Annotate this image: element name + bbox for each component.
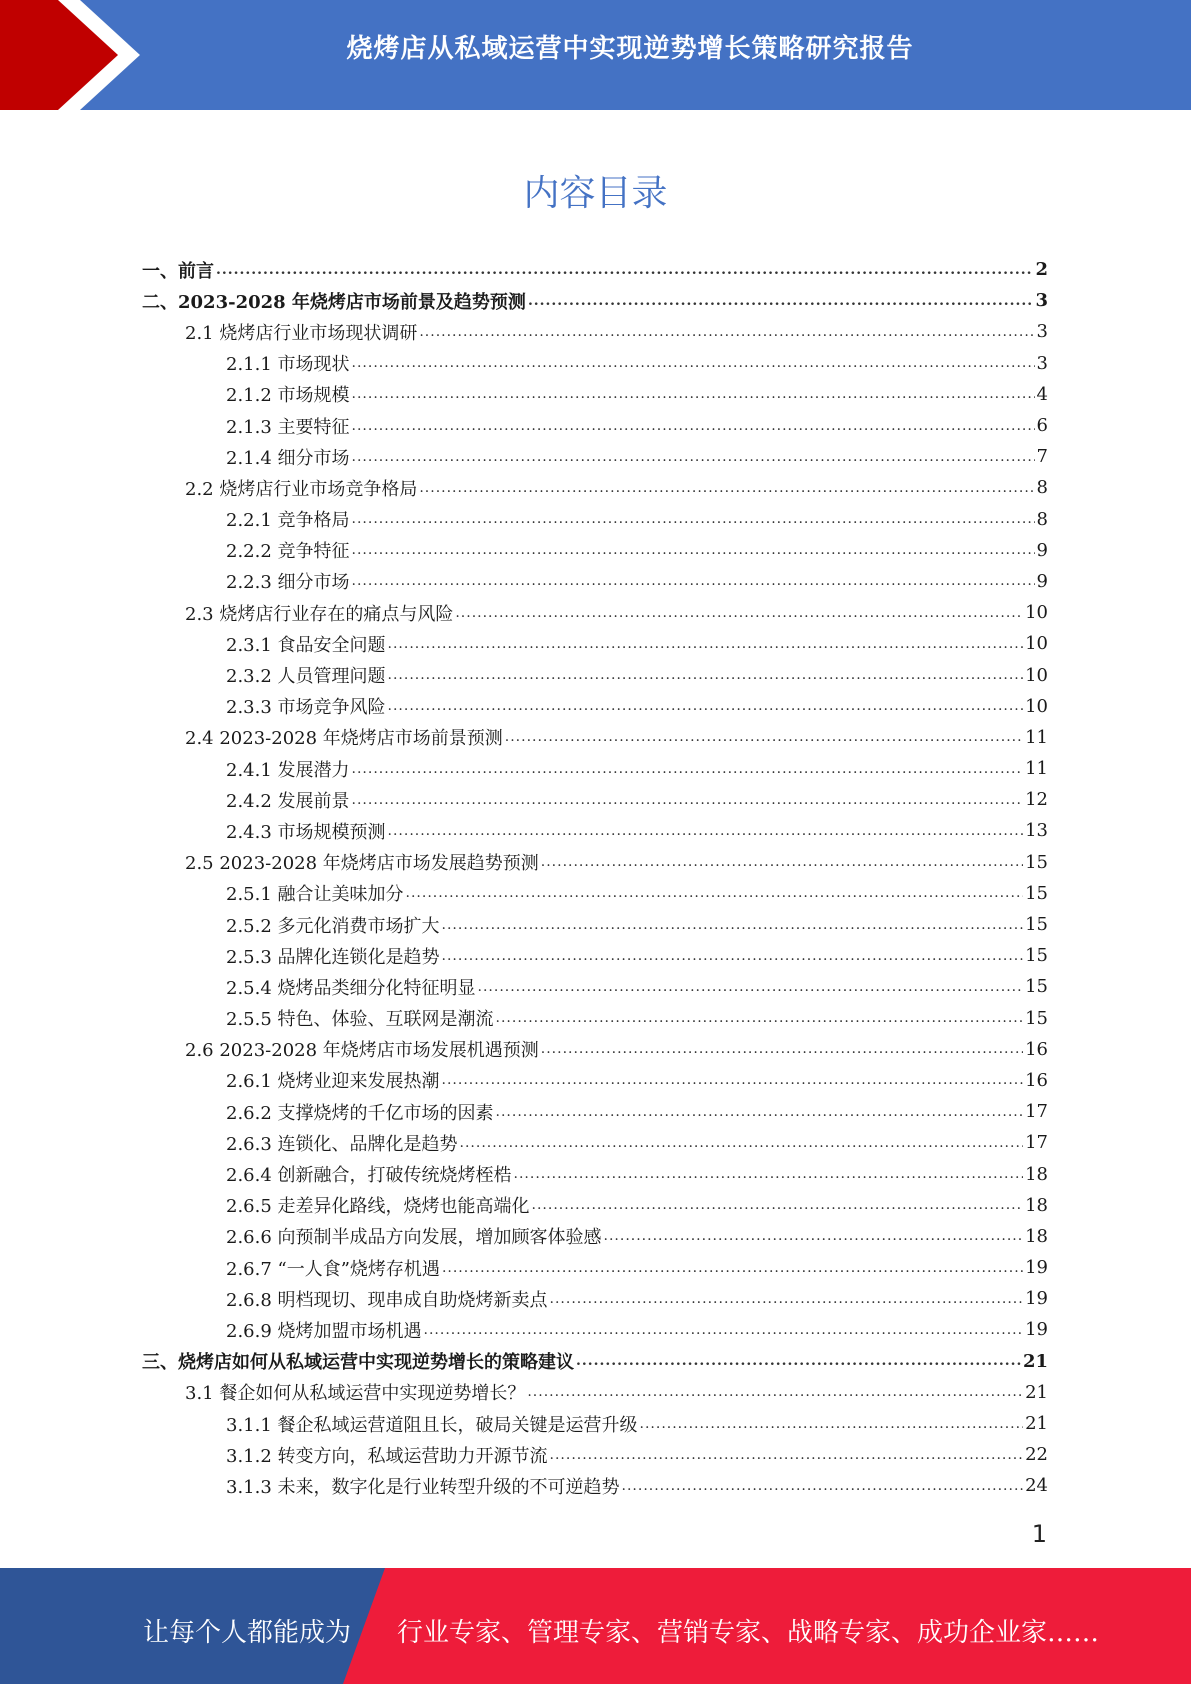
toc-entry[interactable] xyxy=(142,878,1048,909)
toc-leader-dots xyxy=(352,542,1035,558)
toc-entry[interactable] xyxy=(142,472,1048,503)
toc-leader-dots xyxy=(352,355,1035,371)
toc-entry[interactable] xyxy=(142,1221,1048,1252)
toc-entry[interactable] xyxy=(142,535,1048,566)
toc-entry-page: 21 xyxy=(1022,1350,1048,1372)
toc-leader-dots xyxy=(460,1135,1024,1151)
page-number: 1 xyxy=(1031,1520,1047,1548)
toc-entry-page: 7 xyxy=(1036,446,1048,468)
toc-entry-label: 2.4.3 市场规模预测 xyxy=(226,821,386,843)
toc-entry[interactable] xyxy=(142,1283,1048,1314)
toc-entry-page: 18 xyxy=(1025,1225,1048,1247)
toc-entry-label: 2.6.1 烧烤业迎来发展热潮 xyxy=(226,1071,440,1093)
toc-leader-dots xyxy=(442,1072,1024,1088)
toc-entry-page: 17 xyxy=(1025,1101,1048,1123)
toc-entry-label: 2.3.2 人员管理问题 xyxy=(226,666,386,688)
toc-leader-dots xyxy=(496,1104,1024,1120)
toc-entry[interactable] xyxy=(142,847,1048,878)
toc-entry-label: 3.1.2 转变方向，私域运营助力开源节流 xyxy=(226,1445,548,1467)
toc-leader-dots xyxy=(352,573,1035,589)
toc-entry[interactable] xyxy=(142,1252,1048,1283)
toc-entry-page: 6 xyxy=(1036,415,1048,437)
toc-entry-label: 2.3.3 市场竞争风险 xyxy=(226,697,386,719)
toc-leader-dots xyxy=(424,1322,1024,1338)
toc-entry-label: 2.1.4 细分市场 xyxy=(226,447,350,469)
toc-entry[interactable] xyxy=(142,753,1048,784)
toc-entry[interactable] xyxy=(142,940,1048,971)
toc-entry-page: 11 xyxy=(1025,726,1048,748)
toc-leader-dots xyxy=(216,262,1033,278)
toc-entry[interactable] xyxy=(142,566,1048,597)
toc-entry-label: 2.3 烧烤店行业存在的痛点与风险 xyxy=(185,603,454,625)
toc-entry-page: 10 xyxy=(1025,633,1048,655)
toc-leader-dots xyxy=(442,948,1024,964)
toc-entry-label: 2.5 2023-2028 年烧烤店市场发展趋势预测 xyxy=(185,853,539,875)
toc-leader-dots xyxy=(528,293,1034,309)
toc-leader-dots xyxy=(352,386,1035,402)
toc-leader-dots xyxy=(406,885,1024,901)
toc-entry-label: 2.1 烧烤店行业市场现状调研 xyxy=(185,322,418,344)
toc-leader-dots xyxy=(514,1166,1024,1182)
toc-entry[interactable] xyxy=(142,410,1048,441)
toc-entry[interactable] xyxy=(142,504,1048,535)
toc-leader-dots xyxy=(478,979,1024,995)
toc-leader-dots xyxy=(622,1478,1024,1494)
toc-entry[interactable] xyxy=(142,1439,1048,1470)
toc-entry-page: 13 xyxy=(1025,820,1048,842)
toc-entry-label: 2.1.1 市场现状 xyxy=(226,354,350,376)
toc-entry-page: 3 xyxy=(1036,352,1048,374)
toc-entry[interactable] xyxy=(142,628,1048,659)
toc-entry-label: 2.3.1 食品安全问题 xyxy=(226,634,386,656)
header-band xyxy=(0,0,1191,110)
toc-entry-label: 2.5.2 多元化消费市场扩大 xyxy=(226,915,440,937)
report-title: 烧烤店从私域运营中实现逆势增长策略研究报告 xyxy=(346,34,914,64)
toc-entry-label: 三、烧烤店如何从私域运营中实现逆势增长的策略建议 xyxy=(142,1352,574,1374)
toc-entry[interactable] xyxy=(142,1470,1048,1501)
toc-entry[interactable] xyxy=(142,659,1048,690)
toc-entry-page: 15 xyxy=(1025,882,1048,904)
toc-entry[interactable] xyxy=(142,379,1048,410)
toc-entry-label: 2.5.1 融合让美味加分 xyxy=(226,884,404,906)
toc-entry-page: 12 xyxy=(1025,789,1048,811)
toc-entry-label: 2.6.3 连锁化、品牌化是趋势 xyxy=(226,1133,458,1155)
toc-entry[interactable] xyxy=(142,597,1048,628)
toc-entry-page: 16 xyxy=(1025,1069,1048,1091)
toc-leader-dots xyxy=(576,1353,1021,1369)
table-of-contents xyxy=(142,254,1048,1502)
toc-entry[interactable] xyxy=(142,1346,1048,1377)
toc-leader-dots xyxy=(352,792,1024,808)
toc-leader-dots xyxy=(352,511,1035,527)
toc-entry-page: 15 xyxy=(1025,1007,1048,1029)
toc-leader-dots xyxy=(388,667,1024,683)
toc-entry[interactable] xyxy=(142,815,1048,846)
toc-entry-page: 2 xyxy=(1035,259,1048,281)
toc-entry-page: 4 xyxy=(1036,383,1048,405)
toc-leader-dots xyxy=(388,636,1024,652)
toc-leader-dots xyxy=(419,480,1034,496)
toc-entry[interactable] xyxy=(142,691,1048,722)
toc-leader-dots xyxy=(352,418,1035,434)
toc-leader-dots xyxy=(496,1010,1024,1026)
toc-entry[interactable] xyxy=(142,1377,1048,1408)
toc-entry-page: 17 xyxy=(1025,1132,1048,1154)
toc-entry-label: 2.2.2 竞争特征 xyxy=(226,541,350,563)
toc-entry[interactable] xyxy=(142,722,1048,753)
toc-entry-label: 2.2.3 细分市场 xyxy=(226,572,350,594)
toc-entry-page: 10 xyxy=(1025,695,1048,717)
toc-entry[interactable] xyxy=(142,441,1048,472)
toc-entry[interactable] xyxy=(142,1158,1048,1189)
toc-entry[interactable] xyxy=(142,1065,1048,1096)
toc-entry-label: 2.6.6 向预制半成品方向发展，增加顾客体验感 xyxy=(226,1227,602,1249)
toc-entry-page: 18 xyxy=(1025,1163,1048,1185)
toc-entry-label: 3.1 餐企如何从私域运营中实现逆势增长？ xyxy=(185,1383,526,1405)
toc-entry-label: 一、前言 xyxy=(142,260,214,282)
toc-entry[interactable] xyxy=(142,285,1048,316)
toc-leader-dots xyxy=(388,823,1024,839)
toc-leader-dots xyxy=(442,1260,1023,1276)
toc-leader-dots xyxy=(640,1416,1024,1432)
toc-entry-label: 3.1.3 未来，数字化是行业转型升级的不可逆趋势 xyxy=(226,1476,620,1498)
toc-leader-dots xyxy=(604,1228,1024,1244)
toc-entry[interactable] xyxy=(142,1127,1048,1158)
toc-leader-dots xyxy=(505,729,1023,745)
toc-entry-label: 2.6 2023-2028 年烧烤店市场发展机遇预测 xyxy=(185,1040,539,1062)
toc-entry[interactable] xyxy=(142,348,1048,379)
toc-entry-page: 11 xyxy=(1025,758,1048,780)
toc-entry-page: 22 xyxy=(1025,1444,1048,1466)
toc-leader-dots xyxy=(541,854,1023,870)
toc-leader-dots xyxy=(388,698,1024,714)
toc-entry-label: 2.6.2 支撑烧烤的千亿市场的因素 xyxy=(226,1102,494,1124)
toc-entry[interactable] xyxy=(142,1408,1048,1439)
toc-entry[interactable] xyxy=(142,1314,1048,1345)
toc-entry-page: 10 xyxy=(1025,602,1048,624)
toc-entry[interactable] xyxy=(142,254,1048,285)
toc-entry-label: 2.5.4 烧烤品类细分化特征明显 xyxy=(226,977,476,999)
toc-entry-label: 2.4.1 发展潜力 xyxy=(226,759,350,781)
toc-entry-page: 18 xyxy=(1025,1194,1048,1216)
toc-entry-page: 15 xyxy=(1025,945,1048,967)
toc-entry[interactable] xyxy=(142,1034,1048,1065)
toc-entry-page: 21 xyxy=(1025,1381,1048,1403)
toc-leader-dots xyxy=(550,1291,1024,1307)
toc-entry-page: 3 xyxy=(1035,290,1048,312)
toc-entry-page: 15 xyxy=(1025,976,1048,998)
toc-leader-dots xyxy=(352,761,1024,777)
toc-entry[interactable] xyxy=(142,784,1048,815)
toc-entry-label: 二、2023-2028 年烧烤店市场前景及趋势预测 xyxy=(142,291,526,313)
toc-entry-page: 21 xyxy=(1025,1413,1048,1435)
toc-entry-page: 9 xyxy=(1036,539,1048,561)
toc-entry-label: 2.2 烧烤店行业市场竞争格局 xyxy=(185,478,418,500)
toc-entry-label: 2.1.3 主要特征 xyxy=(226,416,350,438)
toc-entry[interactable] xyxy=(142,1190,1048,1221)
toc-entry-page: 15 xyxy=(1025,914,1048,936)
toc-leader-dots xyxy=(541,1041,1023,1057)
toc-entry-page: 8 xyxy=(1036,477,1048,499)
toc-entry-label: 2.6.7 “一人食”烧烤存机遇 xyxy=(226,1258,440,1280)
toc-entry-label: 2.6.8 明档现切、现串成自助烧烤新卖点 xyxy=(226,1289,548,1311)
toc-entry-page: 19 xyxy=(1025,1319,1048,1341)
toc-leader-dots xyxy=(419,324,1034,340)
toc-entry-label: 2.4.2 发展前景 xyxy=(226,790,350,812)
toc-entry-page: 19 xyxy=(1025,1288,1048,1310)
toc-leader-dots xyxy=(352,449,1035,465)
toc-entry-page: 10 xyxy=(1025,664,1048,686)
toc-entry-page: 8 xyxy=(1036,508,1048,530)
toc-entry-label: 2.6.5 走差异化路线，烧烤也能高端化 xyxy=(226,1196,530,1218)
footer-slogan-left: 让每个人都能成为 xyxy=(143,1618,352,1648)
toc-entry[interactable] xyxy=(142,971,1048,1002)
toc-entry[interactable] xyxy=(142,909,1048,940)
toc-entry-page: 24 xyxy=(1025,1475,1048,1497)
footer-slogan-right: 行业专家、管理专家、营销专家、战略专家、成功企业家…… xyxy=(397,1618,1100,1648)
toc-leader-dots xyxy=(550,1447,1024,1463)
toc-leader-dots xyxy=(532,1197,1024,1213)
toc-entry-page: 19 xyxy=(1025,1257,1048,1279)
toc-entry-page: 9 xyxy=(1036,570,1048,592)
toc-entry-label: 2.4 2023-2028 年烧烤店市场前景预测 xyxy=(185,728,503,750)
toc-entry-page: 15 xyxy=(1025,851,1048,873)
toc-entry-page: 16 xyxy=(1025,1038,1048,1060)
toc-entry-page: 3 xyxy=(1036,321,1048,343)
toc-leader-dots xyxy=(442,917,1024,933)
toc-entry-label: 3.1.1 餐企私域运营道阻且长，破局关键是运营升级 xyxy=(226,1414,638,1436)
toc-entry[interactable] xyxy=(142,316,1048,347)
toc-leader-dots xyxy=(527,1384,1023,1400)
toc-entry-label: 2.2.1 竞争格局 xyxy=(226,510,350,532)
toc-leader-dots xyxy=(455,605,1023,621)
toc-entry[interactable] xyxy=(142,1096,1048,1127)
toc-entry-label: 2.1.2 市场规模 xyxy=(226,385,350,407)
toc-entry-label: 2.6.9 烧烤加盟市场机遇 xyxy=(226,1320,422,1342)
toc-heading: 内容目录 xyxy=(523,173,668,214)
footer-band xyxy=(0,1568,1191,1684)
toc-entry-label: 2.5.3 品牌化连锁化是趋势 xyxy=(226,946,440,968)
arrow-chevron-icon xyxy=(0,0,150,110)
toc-entry[interactable] xyxy=(142,1003,1048,1034)
toc-entry-label: 2.5.5 特色、体验、互联网是潮流 xyxy=(226,1009,494,1031)
toc-entry-label: 2.6.4 创新融合，打破传统烧烤桎梏 xyxy=(226,1165,512,1187)
